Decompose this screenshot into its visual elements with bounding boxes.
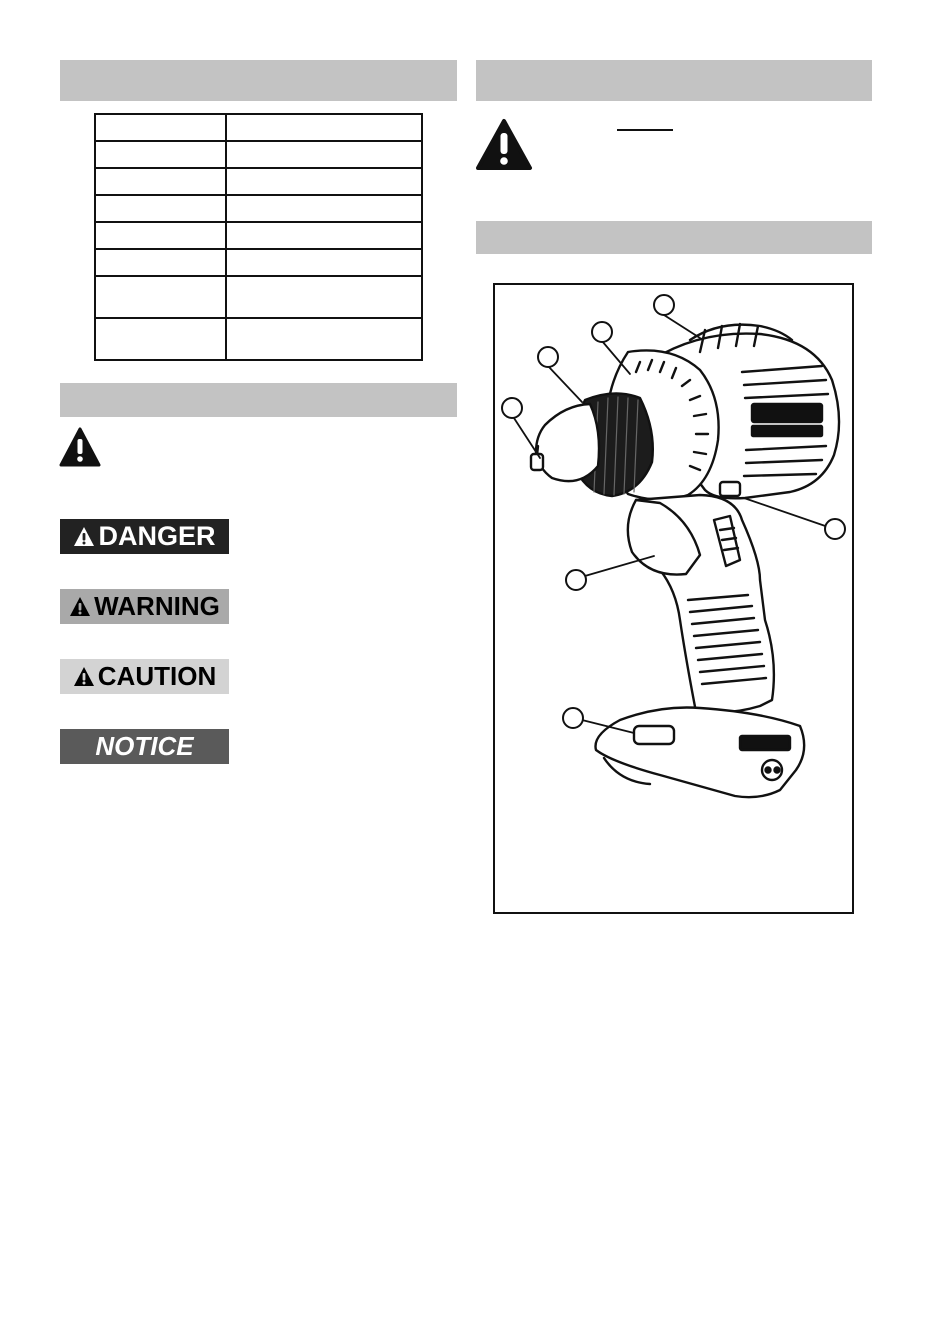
spec-value-cell (226, 222, 422, 249)
battery-base (596, 708, 805, 798)
callout-circle (563, 708, 583, 728)
notice-label: NOTICE (95, 731, 194, 761)
spec-label-cell (95, 222, 226, 249)
direction-switch (720, 482, 740, 496)
callout-circle (654, 295, 674, 315)
cordless-drill-illustration (495, 285, 852, 912)
warning-triangle-icon (59, 427, 101, 467)
callout-circle (502, 398, 522, 418)
spec-label-cell (95, 276, 226, 318)
spec-value-cell (226, 276, 422, 318)
notice-signal-panel (60, 729, 229, 764)
specifications-section-bar (60, 60, 457, 101)
spec-value-cell (226, 141, 422, 168)
bit-holder (634, 726, 674, 744)
callout-circle (566, 570, 586, 590)
spec-value-cell (226, 318, 422, 360)
danger-label: DANGER (98, 521, 216, 551)
spec-label-cell (95, 249, 226, 276)
leader-line (744, 498, 834, 529)
spec-label-cell (95, 195, 226, 222)
spec-label-cell (95, 168, 226, 195)
spec-value-cell (226, 168, 422, 195)
specifications-table (94, 113, 423, 361)
underline-rule (617, 129, 673, 131)
spec-label-cell (95, 318, 226, 360)
callout-circle (825, 519, 845, 539)
caution-label: CAUTION (97, 661, 217, 691)
functions-section-bar (476, 221, 872, 254)
warning-triangle-icon (73, 526, 95, 548)
chuck-nose (536, 404, 599, 481)
spec-value-cell (226, 249, 422, 276)
spec-value-cell (226, 195, 422, 222)
warning-triangle-icon (69, 596, 91, 618)
warning-triangle-icon (73, 666, 95, 688)
callout-circle (538, 347, 558, 367)
danger-signal-panel (60, 519, 229, 554)
safety-definitions-section-bar (60, 383, 457, 417)
warning-triangle-icon (475, 118, 533, 171)
spec-label-cell (95, 141, 226, 168)
spec-value-cell (226, 114, 422, 141)
safety-section-bar (476, 60, 872, 101)
leader-line (512, 415, 540, 458)
leader-line (578, 556, 654, 578)
warning-signal-panel (60, 589, 229, 624)
spec-label-cell (95, 114, 226, 141)
leader-line (548, 366, 582, 402)
callout-circle (592, 322, 612, 342)
logo-plate (752, 404, 822, 422)
warning-label: WARNING (94, 591, 220, 621)
caution-signal-panel (60, 659, 229, 694)
leader-line (664, 315, 700, 338)
